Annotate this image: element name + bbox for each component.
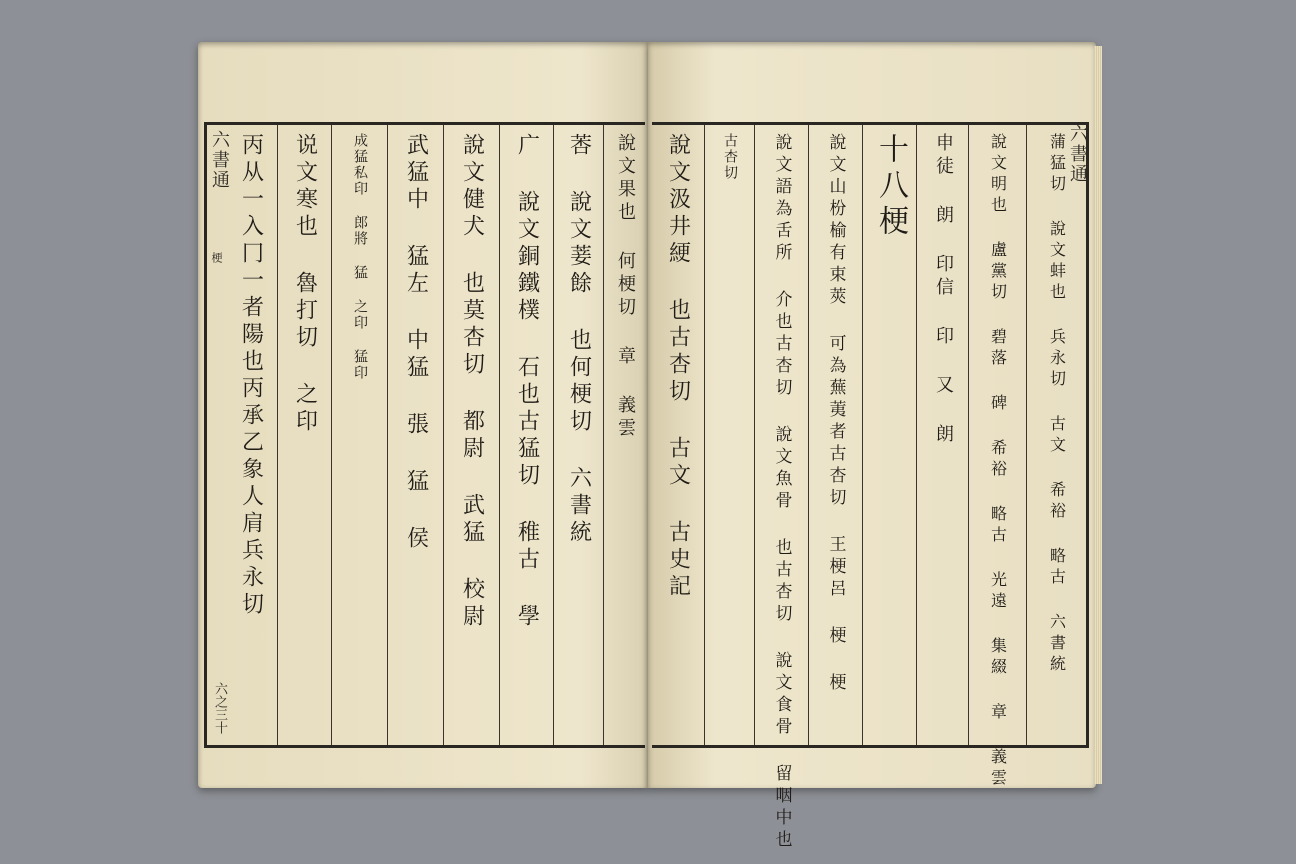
left-col-6: [499, 125, 554, 745]
left-col-1: [225, 125, 277, 745]
left-page: [198, 42, 648, 788]
right-col-6-text: 申徒 朗 印信 印 又 朗: [933, 133, 954, 447]
left-col-4-text: 武猛中 猛左 中猛 張 猛 侯: [403, 133, 429, 553]
right-col-2: [704, 125, 755, 745]
left-col-8: [603, 125, 646, 745]
left-margin-title: 六書通: [209, 130, 230, 190]
right-col-3-text: 說文語為舌所 介也古杏切 說文魚骨 也古杏切 說文食骨 留咽中也: [771, 133, 792, 852]
left-margin-section: 梗: [210, 252, 223, 265]
left-col-2-text: 说文寒也 魯打切 之印: [292, 133, 318, 436]
left-col-6-text: 广 說文銅鐵樸 石也古猛切 稚古 學: [514, 133, 540, 631]
left-col-8-text: 說文果也 何梗切 章 義雲: [615, 133, 636, 441]
right-col-4: [808, 125, 863, 745]
left-col-7-text: 莕 說文菨餘 也何梗切 六書統: [566, 133, 592, 547]
right-col-1-text: 說文汲井綆 也古杏切 古文 古史記: [665, 133, 691, 601]
right-margin-title: 六書通: [1067, 124, 1088, 184]
left-col-3: [331, 125, 388, 745]
right-col-8-text: 蒲猛切 說文蚌也 兵永切 古文 希裕 略古 六書統: [1047, 133, 1067, 676]
left-col-2: [277, 125, 332, 745]
left-col-3-text: 成猛私印 郎將 猛 之印 猛印: [352, 133, 368, 381]
right-col-3: [754, 125, 809, 852]
left-folio: 六之三十: [212, 682, 227, 734]
left-col-7: [553, 125, 604, 745]
left-col-5-text: 說文健犬 也莫杏切 都尉 武猛 校尉: [459, 133, 485, 631]
left-col-5: [443, 125, 500, 745]
right-col-7-text: 說文明也 盧黨切 碧落 碑 希裕 略古 光遠 集綴 章 義雲: [988, 133, 1008, 790]
right-col-5-text: 十八梗: [873, 133, 908, 241]
right-col-4-text: 說文山枌榆有束莢 可為蕪荑者古杏切 王梗呂 梗 梗: [825, 133, 846, 695]
right-col-1: [652, 125, 704, 745]
right-col-7: [968, 125, 1027, 790]
right-col-2-text: 古杏切: [722, 133, 738, 181]
page-edge: [1094, 46, 1102, 784]
open-book: [198, 42, 1098, 852]
left-col-1-text: 丙从一入冂一者陽也丙承乙象人肩兵永切: [238, 133, 264, 619]
left-frame: [204, 122, 645, 748]
right-frame: [652, 122, 1089, 852]
left-col-4: [387, 125, 444, 745]
right-page: [648, 42, 1096, 852]
right-col-6: [916, 125, 969, 745]
right-col-8: [1026, 125, 1087, 745]
right-col-5: [862, 125, 917, 745]
